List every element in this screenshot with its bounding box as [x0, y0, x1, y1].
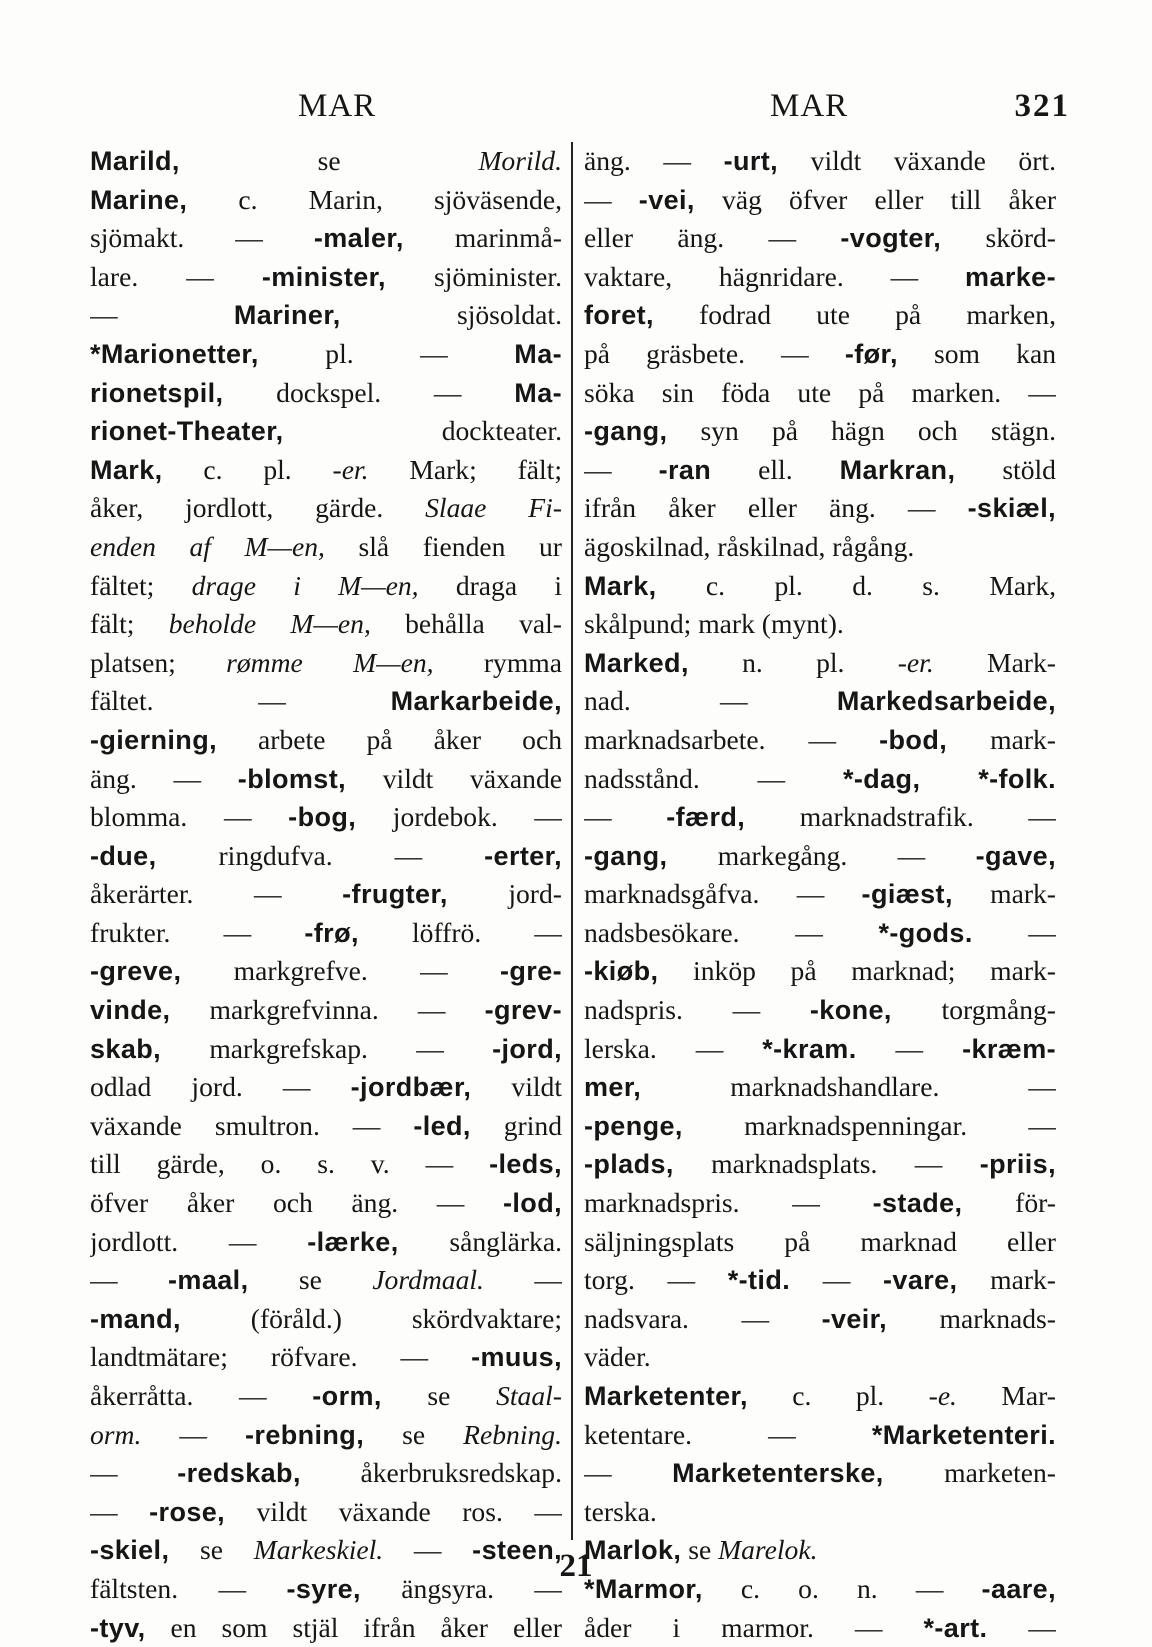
definition-text: markgrefvinna. —	[170, 994, 485, 1026]
headword: -gang,	[584, 840, 668, 871]
definition-text: markgrefve. —	[181, 955, 500, 987]
header-left-guide-word: MAR	[298, 88, 377, 124]
text-line	[90, 451, 562, 490]
definition-text: marinmå-	[403, 222, 562, 254]
definition-text: för-	[962, 1187, 1056, 1219]
text-line	[584, 258, 1056, 297]
definition-text: ifrån åker eller äng. —	[584, 492, 968, 524]
definition-text: en som stjäl ifrån åker eller	[145, 1611, 562, 1643]
text-line	[584, 1609, 1056, 1647]
headword: -plads,	[584, 1149, 674, 1180]
definition-text: stöld	[955, 453, 1056, 485]
definition-text: —	[987, 1611, 1056, 1643]
definition-text: sjöminister.	[385, 260, 562, 292]
text-line	[90, 1377, 562, 1416]
text-line	[90, 721, 562, 760]
headword: -maal,	[168, 1265, 249, 1296]
example-phrase: rømme M—en,	[226, 646, 434, 678]
headword: Mark,	[90, 454, 163, 485]
text-line	[90, 1493, 562, 1532]
text-line	[584, 412, 1056, 451]
headword: *-kram.	[762, 1033, 857, 1064]
headword: -muus,	[471, 1342, 562, 1373]
text-line	[90, 412, 562, 451]
headword: Marked,	[584, 647, 689, 678]
definition-text: —	[483, 1264, 562, 1296]
headword: -gang,	[584, 416, 668, 447]
definition-text: torg. —	[584, 1264, 728, 1296]
definition-text: se	[169, 1534, 254, 1566]
text-line	[90, 991, 562, 1030]
text-line	[584, 451, 1056, 490]
definition-text: (föråld.) skördvaktare;	[180, 1302, 562, 1334]
text-line	[90, 1068, 562, 1107]
text-line	[584, 374, 1056, 413]
definition-text: nadsstånd. —	[584, 762, 843, 794]
text-line	[90, 875, 562, 914]
headword: rionetspil,	[90, 377, 224, 408]
definition-text: c. o. n. —	[702, 1572, 982, 1604]
example-phrase: beholde M—en,	[168, 608, 371, 640]
definition-text: —	[584, 183, 639, 215]
headword: rionet-Theater,	[90, 416, 284, 447]
text-line	[90, 374, 562, 413]
definition-text: sjösoldat.	[340, 299, 562, 331]
definition-text: marknadspris. —	[584, 1187, 873, 1219]
definition-text: fältsten. —	[90, 1572, 287, 1604]
definition-text: på gräsbete. —	[584, 337, 845, 369]
headword: -lod,	[503, 1188, 562, 1219]
headword: -greve,	[90, 956, 182, 987]
definition-text: c. Marin, sjöväsende,	[187, 183, 562, 215]
definition-text: marknadsarbete. —	[584, 723, 880, 755]
definition-text: —	[584, 801, 667, 833]
text-line	[584, 1338, 1056, 1377]
example-phrase: Morild.	[478, 145, 562, 176]
headword: *-gods.	[878, 917, 973, 948]
definition-text: se	[248, 1264, 373, 1296]
example-phrase: -er.	[332, 453, 369, 485]
headword: -vogter,	[840, 223, 942, 254]
example-phrase: Jordmaal.	[372, 1264, 484, 1296]
definition-text: platsen;	[90, 646, 227, 678]
definition-text: marknadsgåfva. —	[584, 878, 862, 910]
headword: -steen,	[472, 1535, 562, 1566]
definition-text: åder i marmor. —	[584, 1611, 924, 1643]
definition-text: åkerärter. —	[90, 878, 343, 910]
text-line	[584, 991, 1056, 1030]
definition-text: vildt växande ros. —	[225, 1495, 562, 1527]
definition-text: dockspel. —	[223, 376, 515, 408]
definition-text: —	[856, 1032, 963, 1064]
headword: -vare,	[883, 1265, 958, 1296]
headword: -syre,	[286, 1573, 361, 1604]
text-line	[90, 567, 562, 606]
definition-text: ägoskilnad, råskilnad, rågång.	[584, 530, 915, 562]
headword: Markedsarbeide,	[836, 686, 1056, 717]
headword: -før,	[844, 338, 898, 369]
definition-text: fältet;	[90, 569, 192, 601]
definition-text: c. pl. d. s. Mark,	[656, 569, 1056, 601]
definition-text: öfver åker och äng. —	[90, 1187, 504, 1219]
definition-text: se	[179, 145, 479, 176]
headword: -grev-	[484, 995, 562, 1026]
text-line	[90, 1609, 562, 1647]
headword: -kone,	[809, 995, 892, 1026]
headword: Marketenterske,	[672, 1458, 884, 1489]
definition-text: frukter. —	[90, 916, 305, 948]
headword: *-art.	[923, 1612, 988, 1643]
headword: -frugter,	[342, 879, 448, 910]
definition-text: arbete på åker och	[217, 723, 562, 755]
headword: -rose,	[149, 1496, 226, 1527]
definition-text	[920, 763, 978, 794]
text-line	[584, 296, 1056, 335]
running-header	[80, 88, 1070, 138]
headword: -stade,	[872, 1188, 963, 1219]
definition-text: torgmång-	[891, 994, 1056, 1026]
definition-text: —	[90, 1495, 150, 1527]
definition-text: marknadshandlare. —	[641, 1071, 1056, 1103]
definition-text: mark-	[952, 878, 1056, 910]
text-line	[584, 760, 1056, 799]
text-line	[584, 1223, 1056, 1262]
text-line	[90, 798, 562, 837]
headword: -jord,	[492, 1033, 562, 1064]
definition-text: marketen-	[883, 1457, 1056, 1489]
definition-text: odlad jord. —	[90, 1071, 351, 1103]
text-line	[90, 1184, 562, 1223]
headword: -leds,	[489, 1149, 562, 1180]
headword: -gre-	[500, 956, 562, 987]
headword: *-tid.	[727, 1265, 791, 1296]
headword: -kræm-	[962, 1033, 1056, 1064]
headword: -jordbær,	[350, 1072, 472, 1103]
text-line	[584, 1261, 1056, 1300]
headword: marke-	[965, 261, 1056, 292]
text-line	[90, 142, 562, 181]
text-line	[584, 1493, 1056, 1532]
text-line	[584, 335, 1056, 374]
headword: Mariner,	[233, 300, 341, 331]
page-number: 321	[1014, 88, 1070, 124]
definition-text: sånglärka.	[398, 1225, 562, 1257]
text-line	[584, 952, 1056, 991]
text-line	[584, 798, 1056, 837]
definition-text: skörd-	[941, 222, 1056, 254]
definition-text: fältet. —	[90, 685, 391, 717]
headword: *Marionetter,	[90, 338, 259, 369]
text-line	[584, 181, 1056, 220]
definition-text: åkerråtta. —	[90, 1380, 313, 1411]
example-phrase: orm.	[90, 1418, 142, 1450]
definition-text: åker, jordlott, gärde.	[90, 492, 426, 524]
right-column	[584, 142, 1056, 1647]
headword: -urt,	[723, 146, 779, 176]
definition-text: marknadstrafik. —	[745, 801, 1056, 833]
example-phrase: Rebning.	[463, 1418, 562, 1450]
definition-text: söka sin föda ute på marken. —	[584, 376, 1056, 408]
headword: mer,	[584, 1072, 642, 1103]
definition-text: fält;	[90, 608, 169, 640]
definition-text: ringdufva. —	[156, 839, 485, 871]
headword: -minister,	[261, 261, 386, 292]
headword: -ran	[658, 454, 712, 485]
example-phrase: -e.	[928, 1380, 957, 1411]
definition-text: markegång. —	[667, 839, 976, 871]
text-line	[584, 682, 1056, 721]
text-line	[90, 837, 562, 876]
text-line	[584, 489, 1056, 528]
definition-text: vaktare, hägnridare. —	[584, 260, 966, 292]
text-line	[90, 1145, 562, 1184]
definition-text: draga i	[418, 569, 562, 601]
text-line	[90, 760, 562, 799]
text-line	[584, 1030, 1056, 1069]
definition-text: väg öfver eller till åker	[694, 183, 1056, 215]
definition-text: jordebok. —	[356, 801, 562, 833]
headword: -vei,	[638, 184, 695, 215]
definition-text: n. pl.	[688, 646, 898, 678]
definition-text: vildt växande	[346, 762, 562, 794]
definition-text: ketentare. —	[584, 1418, 872, 1450]
definition-text: ell.	[711, 453, 840, 485]
definition-text: lerska. —	[584, 1032, 763, 1064]
headword: -færd,	[666, 802, 746, 833]
column-divider	[571, 142, 573, 1540]
definition-text: åkerbruksredskap.	[300, 1457, 562, 1489]
headword: foret,	[584, 300, 654, 331]
text-line	[90, 296, 562, 335]
example-phrase: -er.	[897, 646, 934, 678]
headword: Marlok,	[584, 1535, 682, 1566]
definition-text: nadsvara. —	[584, 1302, 822, 1334]
text-line	[90, 1223, 562, 1262]
definition-text: c. pl.	[747, 1380, 929, 1411]
text-line	[584, 219, 1056, 258]
text-line	[584, 1107, 1056, 1146]
headword: -bog,	[288, 802, 357, 833]
text-line	[90, 1300, 562, 1339]
text-line	[584, 914, 1056, 953]
text-line	[90, 682, 562, 721]
headword: -blomst,	[237, 763, 346, 794]
text-line	[584, 644, 1056, 683]
headword: Marketenter,	[584, 1381, 748, 1411]
text-line	[90, 1454, 562, 1493]
text-line	[584, 721, 1056, 760]
definition-text: —	[383, 1534, 473, 1566]
definition-text: c. pl.	[162, 453, 333, 485]
definition-text: till gärde, o. s. v. —	[90, 1148, 490, 1180]
text-line	[584, 1068, 1056, 1107]
headword: -kiøb,	[584, 956, 659, 987]
definition-text: marknadsplats. —	[673, 1148, 980, 1180]
definition-text: slå fienden ur	[324, 530, 562, 562]
example-phrase: drage i M—en,	[191, 569, 419, 601]
headword: Markran,	[839, 454, 956, 485]
text-line	[584, 1184, 1056, 1223]
definition-text: Mark-	[933, 646, 1056, 678]
text-line	[90, 181, 562, 220]
headword: *-dag,	[842, 763, 921, 794]
headword: *Marmor,	[584, 1573, 703, 1604]
text-line	[90, 1416, 562, 1455]
definition-text: markgrefskap. —	[161, 1032, 493, 1064]
definition-text: väder.	[584, 1341, 651, 1373]
headword: -bod,	[879, 724, 948, 755]
definition-text: inköp på marknad; mark-	[658, 955, 1056, 987]
definition-text: rymma	[433, 646, 562, 678]
headword: -skiæl,	[967, 493, 1056, 524]
definition-text: vildt växande ört.	[778, 145, 1056, 176]
headword: -due,	[90, 840, 157, 871]
definition-text: marknads-	[887, 1302, 1056, 1334]
headword: Mark,	[584, 570, 657, 601]
text-line	[584, 142, 1056, 181]
text-line	[584, 605, 1056, 644]
definition-text: jordlott. —	[90, 1225, 308, 1257]
definition-text: löffrö. —	[358, 916, 562, 948]
text-line	[90, 219, 562, 258]
text-line	[584, 1145, 1056, 1184]
text-line	[90, 258, 562, 297]
definition-text: —	[972, 916, 1056, 948]
headword: -rebning,	[245, 1419, 365, 1450]
text-line	[584, 528, 1056, 567]
definition-text: se	[381, 1380, 497, 1411]
example-phrase: Staal-	[496, 1380, 562, 1411]
definition-text: —	[790, 1264, 884, 1296]
definition-text: marknadspenningar. —	[682, 1109, 1056, 1141]
text-line	[584, 567, 1056, 606]
headword: -mand,	[90, 1303, 181, 1334]
headword: -veir,	[821, 1303, 888, 1334]
text-line	[584, 875, 1056, 914]
headword: Ma-	[514, 338, 562, 369]
definition-text: mark-	[947, 723, 1056, 755]
text-line	[90, 489, 562, 528]
text-line	[90, 528, 562, 567]
definition-text: —	[90, 1264, 169, 1296]
definition-text: sjömakt. —	[90, 222, 314, 254]
headword: -led,	[413, 1110, 471, 1141]
text-line	[90, 335, 562, 374]
headword: -gave,	[975, 840, 1056, 871]
text-line	[90, 952, 562, 991]
text-line	[90, 914, 562, 953]
headword: -orm,	[312, 1381, 382, 1411]
definition-text: —	[90, 1457, 178, 1489]
headword: -tyv,	[90, 1612, 146, 1643]
definition-text: eller äng. —	[584, 222, 841, 254]
headword: vinde,	[90, 995, 171, 1026]
definition-text: blomma. —	[90, 801, 289, 833]
definition-text: landtmätare; röfvare. —	[90, 1341, 472, 1373]
headword: *-folk.	[978, 763, 1056, 794]
text-line	[584, 837, 1056, 876]
definition-text: säljningsplats på marknad eller	[584, 1225, 1056, 1257]
text-line	[90, 1261, 562, 1300]
definition-text: äng. —	[584, 145, 724, 176]
text-line	[90, 605, 562, 644]
headword: Marine,	[90, 184, 188, 215]
text-line	[584, 1300, 1056, 1339]
headword: -lærke,	[307, 1226, 399, 1257]
example-phrase: Marelok.	[718, 1534, 818, 1566]
headword: Markarbeide,	[390, 686, 562, 717]
text-line	[90, 1338, 562, 1377]
headword: -giæst,	[861, 879, 953, 910]
header-right-guide-word: MAR	[770, 88, 849, 124]
text-line	[90, 1030, 562, 1069]
definition-text: nadsbesökare. —	[584, 916, 879, 948]
definition-text: Mar-	[956, 1380, 1056, 1411]
definition-text: se	[681, 1534, 719, 1566]
headword: -penge,	[584, 1110, 683, 1141]
example-phrase: Slaae Fi-	[425, 492, 562, 524]
definition-text: lare. —	[90, 260, 262, 292]
headword: -aare,	[981, 1573, 1056, 1604]
definition-text: mark-	[957, 1264, 1056, 1296]
headword: skab,	[90, 1033, 162, 1064]
left-column	[90, 142, 562, 1647]
headword: *Marketenteri.	[871, 1419, 1056, 1450]
example-phrase: Markeskiel.	[253, 1534, 384, 1566]
definition-text: fodrad ute på marken,	[653, 299, 1056, 331]
text-line	[584, 1416, 1056, 1455]
definition-text: jord-	[447, 878, 562, 910]
text-line	[584, 1454, 1056, 1493]
headword: Ma-	[514, 377, 562, 408]
headword: -maler,	[313, 223, 404, 254]
definition-text: syn på hägn och stägn.	[667, 415, 1056, 447]
definition-text: terska.	[584, 1495, 657, 1527]
definition-text: nad. —	[584, 685, 837, 717]
definition-text: —	[584, 1457, 673, 1489]
text-line	[584, 1377, 1056, 1416]
definition-text: Mark; fält;	[368, 453, 562, 485]
definition-text: som kan	[897, 337, 1056, 369]
definition-text: äng. —	[90, 762, 238, 794]
text-line	[90, 644, 562, 683]
definition-text: —	[90, 299, 234, 331]
definition-text: växande smultron. —	[90, 1109, 414, 1141]
signature-mark: 21	[559, 1548, 593, 1584]
definition-text: skålpund; mark (mynt).	[584, 608, 844, 640]
definition-text: nadspris. —	[584, 994, 810, 1026]
headword: -erter,	[484, 840, 562, 871]
headword: -redskab,	[177, 1458, 301, 1489]
text-line	[90, 1107, 562, 1146]
headword: -skiel,	[90, 1535, 170, 1566]
definition-text: dockteater.	[283, 415, 562, 447]
definition-text: se	[364, 1418, 464, 1450]
headword: Marild,	[90, 146, 180, 176]
definition-text: —	[584, 453, 659, 485]
definition-text: grind	[470, 1109, 562, 1141]
definition-text: —	[141, 1418, 246, 1450]
definition-text: behålla val-	[370, 608, 562, 640]
headword: -gierning,	[90, 724, 217, 755]
definition-text: pl. —	[258, 337, 515, 369]
headword: -priis,	[979, 1149, 1056, 1180]
headword: -frø,	[304, 917, 359, 948]
definition-text: vildt	[471, 1071, 562, 1103]
example-phrase: enden af M—en,	[90, 530, 325, 562]
definition-text: ängsyra. —	[360, 1572, 562, 1604]
